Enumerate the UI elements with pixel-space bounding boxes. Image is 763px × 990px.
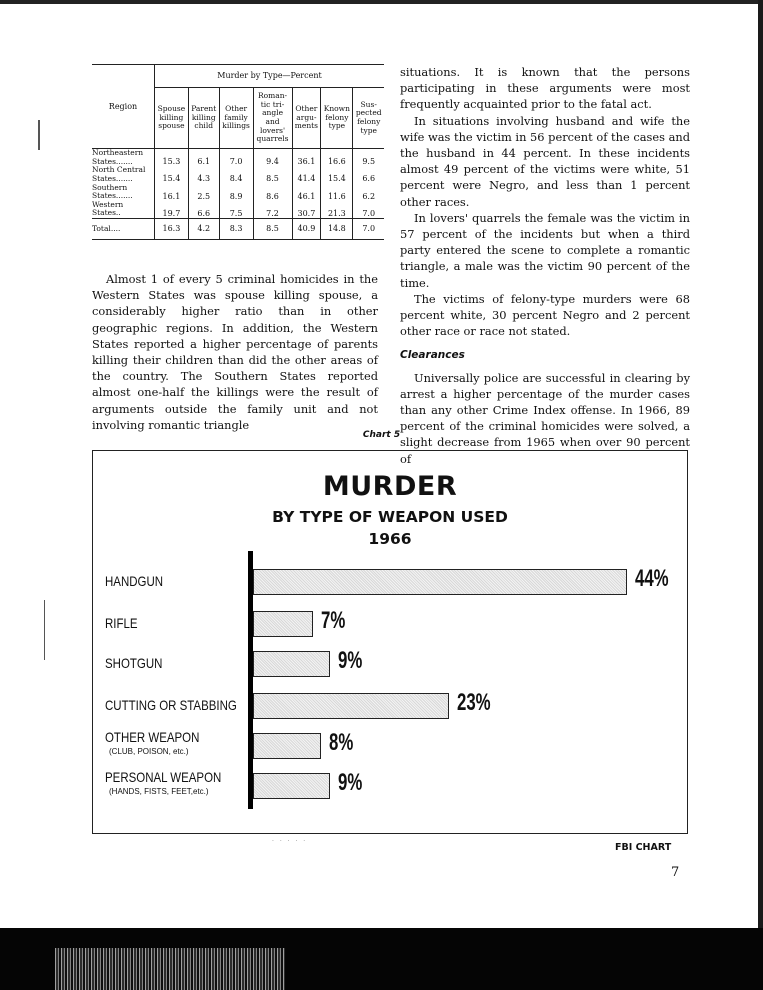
paragraph: Almost 1 of every 5 criminal homicides in the Western States was spouse killing spouse, a considerably higher ratio than in other geographic regions. In addition, the Western States reported a higher percentage of parents killing their children than did the other areas of the country. The Southern States reported almost one-half the killings were the result of arguments outside the family unit and not involving romantic triangle [92,272,378,432]
bar [253,693,449,719]
column-header: Other argu- ments [292,88,321,149]
column-header: Spouse killing spouse [155,88,189,149]
value-cell: 8.5 [253,166,292,183]
value-cell: 9.4 [253,149,292,167]
table-row [92,201,384,219]
region-cell: Total.... [92,219,155,240]
value-cell: 41.4 [292,166,321,183]
value-cell: 4.3 [188,166,219,183]
region-cell: North Central States....... [92,165,146,183]
category-label: SHOTGUN [105,655,163,671]
left-text-column [92,271,378,433]
chart-label: Chart 5 [362,430,401,440]
value-label: 23% [456,689,491,716]
table-row [92,184,384,201]
table-row [92,149,384,167]
chart-subtitle: BY TYPE OF WEAPON USED [272,508,508,526]
value-cell: 15.4 [155,166,189,183]
value-cell: 16.3 [155,219,189,240]
paragraph: situations. It is known that the persons participating in these arguments were most frequently acquainted prior to the fatal act. [400,65,690,112]
value-cell: 16.6 [321,149,353,167]
value-cell: 7.2 [253,201,292,219]
value-label: 44% [635,565,669,592]
column-header: Parent killing child [188,88,219,149]
value-cell: 21.3 [321,201,353,219]
right-text-column [400,64,690,467]
scan-noise [55,948,285,990]
value-cell: 6.6 [353,166,384,183]
page-number: 7 [671,865,680,880]
value-cell: 7.5 [219,201,253,219]
scan-mark [38,120,40,150]
value-cell: 4.2 [188,219,219,240]
table-row [92,219,384,240]
value-label: 9% [337,769,362,796]
value-cell: 6.6 [188,201,219,219]
group-header: Murder by Type—Percent [155,65,385,88]
value-cell: 14.8 [321,219,353,240]
region-cell: Southern States....... [92,182,133,201]
value-cell: 7.0 [353,219,384,240]
value-label: 8% [329,729,354,756]
chart-source: FBI CHART [615,842,672,853]
value-cell: 9.5 [353,149,384,167]
column-header: Roman- tic tri- angle and lovers' quarrels [253,88,292,149]
chart-title: MURDER [322,471,458,502]
value-label: 9% [337,647,362,674]
bar [253,611,313,637]
category-label: CUTTING OR STABBING [105,697,237,713]
bar [253,651,330,677]
category-note: (HANDS, FISTS, FEET,etc.) [109,787,209,796]
paragraph: In situations involving husband and wife the wife was the victim in 56 percent of the cases and the husband in 44 percent. In these incidents almost 49 percent of the victims were white, 51 percent were Negro, and less than 1 percent other races. [400,113,690,209]
category-label: OTHER WEAPON [105,729,200,745]
chart-year: 1966 [368,530,412,548]
value-cell: 7.0 [219,149,253,167]
region-cell: Northeastern States....... [92,148,144,166]
bar [253,569,627,595]
value-cell: 11.6 [321,184,353,201]
value-cell: 8.6 [253,184,292,201]
page-right-edge [758,0,763,990]
section-heading: Clearances [400,349,465,362]
category-label: PERSONAL WEAPON [105,769,222,785]
scan-smudge: · · · · · [272,838,308,845]
column-header: Known felony type [321,88,353,149]
value-cell: 40.9 [292,219,321,240]
value-cell: 19.7 [155,201,189,219]
value-cell: 8.9 [219,184,253,201]
paragraph: Universally police are successful in clearing by arrest a higher percentage of the murder cases than any other Crime Index offense. In 1966, 89 percent of the criminal homicides were solved, a slight decrease from 1965 when over 90 percent of [400,370,690,466]
value-cell: 7.0 [353,201,384,219]
table-row [92,166,384,183]
scan-mark [44,600,45,660]
column-header: Sus- pected felony type [353,88,384,149]
value-cell: 8.4 [219,166,253,183]
value-cell: 16.1 [155,184,189,201]
murder-by-type-table [92,64,384,240]
value-cell: 15.3 [155,149,189,167]
category-label: RIFLE [105,615,138,631]
column-header: Other family killings [219,88,253,149]
value-cell: 8.5 [253,219,292,240]
value-cell: 15.4 [321,166,353,183]
bar [253,773,330,799]
region-header: Region [92,65,155,149]
paragraph: In lovers' quarrels the female was the victim in 57 percent of the incidents but when a third party entered the scene to complete a romantic triangle, a male was the victim 90 percent of the time. [400,210,690,290]
category-note: (CLUB, POISON, etc.) [109,747,189,756]
weapon-bar-chart [92,450,688,834]
value-cell: 36.1 [292,149,321,167]
paragraph: The victims of felony-type murders were 68 percent white, 30 percent Negro and 2 percent other race or race not stated. [400,291,690,339]
value-cell: 6.2 [353,184,384,201]
value-cell: 6.1 [188,149,219,167]
page-top-edge [0,0,763,4]
bar [253,733,321,759]
value-label: 7% [320,607,345,634]
value-cell: 30.7 [292,201,321,219]
region-cell: Western States.. [92,199,124,218]
value-cell: 46.1 [292,184,321,201]
category-label: HANDGUN [105,573,164,589]
value-cell: 2.5 [188,184,219,201]
value-cell: 8.3 [219,219,253,240]
